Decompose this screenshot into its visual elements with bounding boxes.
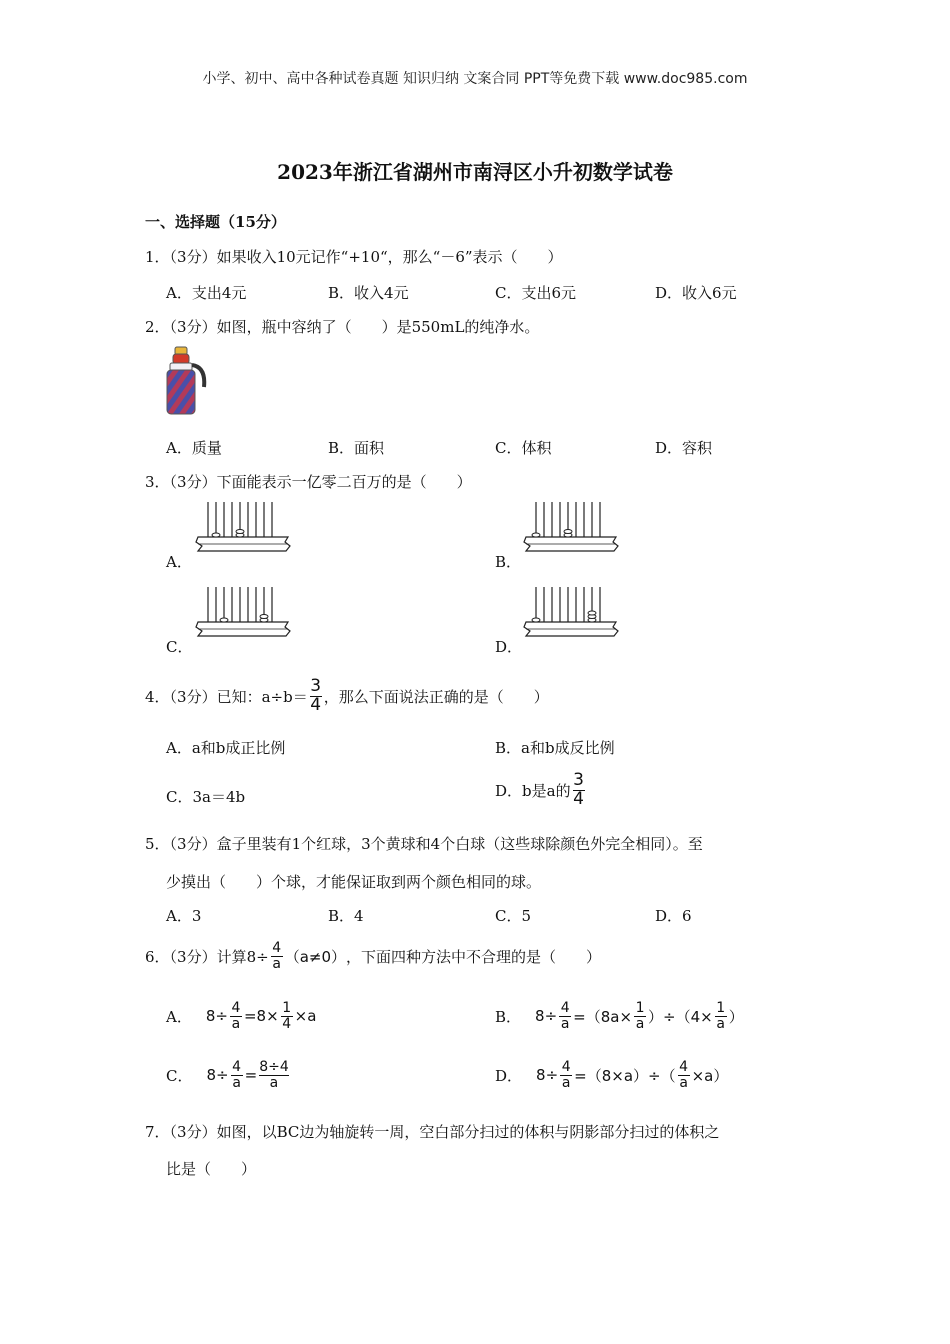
q4-prefix: 4．（3分）已知：a÷b＝ xyxy=(145,687,308,706)
abacus-d-image xyxy=(522,585,620,639)
q2-option-d: D．容积 xyxy=(655,439,713,457)
q1-option-a: A．支出4元 xyxy=(166,284,247,302)
q6-option-a-den-2: 4 xyxy=(282,1015,292,1032)
q4-option-d-fraction xyxy=(573,772,585,809)
page-title: 2023年浙江省湖州市南浔区小升初数学试卷 xyxy=(277,160,673,184)
question-1: 1．（3分）如果收入10元记作“+10“，那么“－6”表示（ ） xyxy=(145,248,563,266)
q6-option-d-label: D． xyxy=(495,1066,523,1085)
q6-option-b-tail: ） xyxy=(728,1007,744,1026)
q4-suffix: ，那么下面说法正确的是（ ） xyxy=(323,687,549,706)
abacus-c-image xyxy=(194,585,292,639)
q6-option-a-lead: 8÷ xyxy=(205,1007,228,1026)
q6-option-b-num-2: 1 xyxy=(635,1000,645,1016)
q6-option-b-mid-2: ）÷（4× xyxy=(648,1007,713,1026)
q6-option-d-num-1: 4 xyxy=(561,1059,571,1075)
q6-option-d xyxy=(495,1060,728,1090)
q6-option-d-fraction-2 xyxy=(678,1060,690,1090)
q6-option-b-fraction-2 xyxy=(634,1001,646,1031)
q6-option-b-mid: =（8a× xyxy=(573,1007,633,1026)
q6-option-a-mid: =8× xyxy=(243,1007,279,1026)
section-heading: 一、选择题（15分） xyxy=(145,213,286,231)
q4-option-a: A．a和b成正比例 xyxy=(166,739,286,757)
q6-option-d-mid: =（8×a）÷（ xyxy=(574,1066,676,1085)
q4-option-d xyxy=(495,772,587,809)
q1-option-c: C．支出6元 xyxy=(495,284,577,302)
q4-numerator: 3 xyxy=(310,676,322,696)
q6-numerator: 4 xyxy=(272,940,282,956)
q6-option-b-lead: 8÷ xyxy=(535,1007,558,1026)
question-4 xyxy=(145,678,549,715)
q4-option-c: C．3a＝4b xyxy=(166,788,246,806)
q6-fraction xyxy=(271,941,283,971)
question-7-line-1: 7．（3分）如图，以BC边为轴旋转一周，空白部分扫过的体积与阴影部分扫过的体积之 xyxy=(145,1123,720,1141)
q6-option-c-den-1: a xyxy=(232,1074,241,1091)
q6-suffix: ，下面四种方法中不合理的是（ ） xyxy=(346,947,602,966)
q6-option-c-lead: 8÷ xyxy=(206,1066,229,1085)
q5-option-d: D．6 xyxy=(655,907,692,925)
water-bottle-image xyxy=(160,345,210,417)
q6-option-d-fraction-1 xyxy=(560,1060,572,1090)
q6-option-c-fraction-1 xyxy=(231,1060,243,1090)
abacus-b-image xyxy=(522,500,620,554)
q4-option-d-numerator: 3 xyxy=(573,770,584,790)
q6-option-c xyxy=(166,1060,291,1090)
q6-option-b-label: B． xyxy=(495,1007,522,1026)
q6-condition: （a≠0） xyxy=(284,947,347,966)
q2-option-b: B．面积 xyxy=(328,439,385,457)
site-banner: 小学、初中、高中各种试卷真题 知识归纳 文案合同 PPT等免费下载 www.doc985.com xyxy=(202,71,748,87)
q3-option-b: B． xyxy=(495,553,522,571)
q6-option-b-den-3: a xyxy=(716,1015,726,1032)
q6-option-c-equals: = xyxy=(244,1066,258,1085)
q6-denominator: a xyxy=(272,955,281,972)
q1-option-d: D．收入6元 xyxy=(655,284,737,302)
q3-option-a: A． xyxy=(166,553,192,571)
q4-fraction xyxy=(310,678,322,715)
q5-option-a: A．3 xyxy=(166,907,202,925)
q6-option-c-fraction-2 xyxy=(259,1060,289,1090)
q5-option-b: B．4 xyxy=(328,907,364,925)
q6-option-b-den-2: a xyxy=(635,1015,645,1032)
q6-option-c-den-2: a xyxy=(269,1074,279,1091)
q4-denominator: 4 xyxy=(310,694,322,715)
q6-option-d-num-2: 4 xyxy=(679,1059,689,1075)
q6-option-c-label: C． xyxy=(166,1066,193,1085)
q6-option-b xyxy=(495,1001,744,1031)
q6-option-b-den-1: a xyxy=(560,1015,570,1032)
q4-option-b: B．a和b成反比例 xyxy=(495,739,615,757)
q4-option-d-text: D．b是a的 xyxy=(495,781,571,800)
q3-option-c: C． xyxy=(166,638,193,656)
abacus-a-image xyxy=(194,500,292,554)
q6-option-b-num-3: 1 xyxy=(716,1000,726,1016)
q6-option-a xyxy=(166,1001,316,1031)
q4-option-d-denominator: 4 xyxy=(573,788,584,809)
q3-option-d: D． xyxy=(495,638,523,656)
q6-option-b-num-1: 4 xyxy=(560,1000,570,1016)
q6-option-b-fraction-3 xyxy=(715,1001,727,1031)
q6-option-a-fraction-1 xyxy=(230,1001,242,1031)
q6-prefix: 6．（3分）计算8÷ xyxy=(145,947,269,966)
question-3: 3．（3分）下面能表示一亿零二百万的是（ ） xyxy=(145,473,472,491)
q6-option-c-num-2: 8÷4 xyxy=(259,1059,289,1075)
q6-option-a-label: A． xyxy=(166,1007,192,1026)
q6-option-d-den-1: a xyxy=(561,1074,571,1091)
question-5-line-2: 少摸出（ ）个球，才能保证取到两个颜色相同的球。 xyxy=(166,873,542,891)
question-2: 2．（3分）如图，瓶中容纳了（ ）是550mL的纯净水。 xyxy=(145,318,540,336)
question-6 xyxy=(145,941,601,971)
q6-option-d-den-2: a xyxy=(679,1074,688,1091)
question-7-line-2: 比是（ ） xyxy=(166,1160,257,1178)
q6-option-a-den-1: a xyxy=(231,1015,241,1032)
q1-option-b: B．收入4元 xyxy=(328,284,409,302)
q6-option-a-tail: ×a xyxy=(294,1007,317,1026)
q2-option-c: C．体积 xyxy=(495,439,552,457)
q6-option-c-num-1: 4 xyxy=(232,1059,242,1075)
q2-option-a: A．质量 xyxy=(166,439,222,457)
q6-option-d-tail: ×a） xyxy=(691,1066,729,1085)
q6-option-a-num-1: 4 xyxy=(231,1000,241,1016)
q6-option-a-fraction-2 xyxy=(281,1001,293,1031)
question-5-line-1: 5．（3分）盒子里装有1个红球，3个黄球和4个白球（这些球除颜色外完全相同）。至 xyxy=(145,835,703,853)
q5-option-c: C．5 xyxy=(495,907,532,925)
q6-option-d-lead: 8÷ xyxy=(536,1066,559,1085)
q6-option-b-fraction-1 xyxy=(559,1001,571,1031)
q6-option-a-num-2: 1 xyxy=(282,1000,292,1016)
